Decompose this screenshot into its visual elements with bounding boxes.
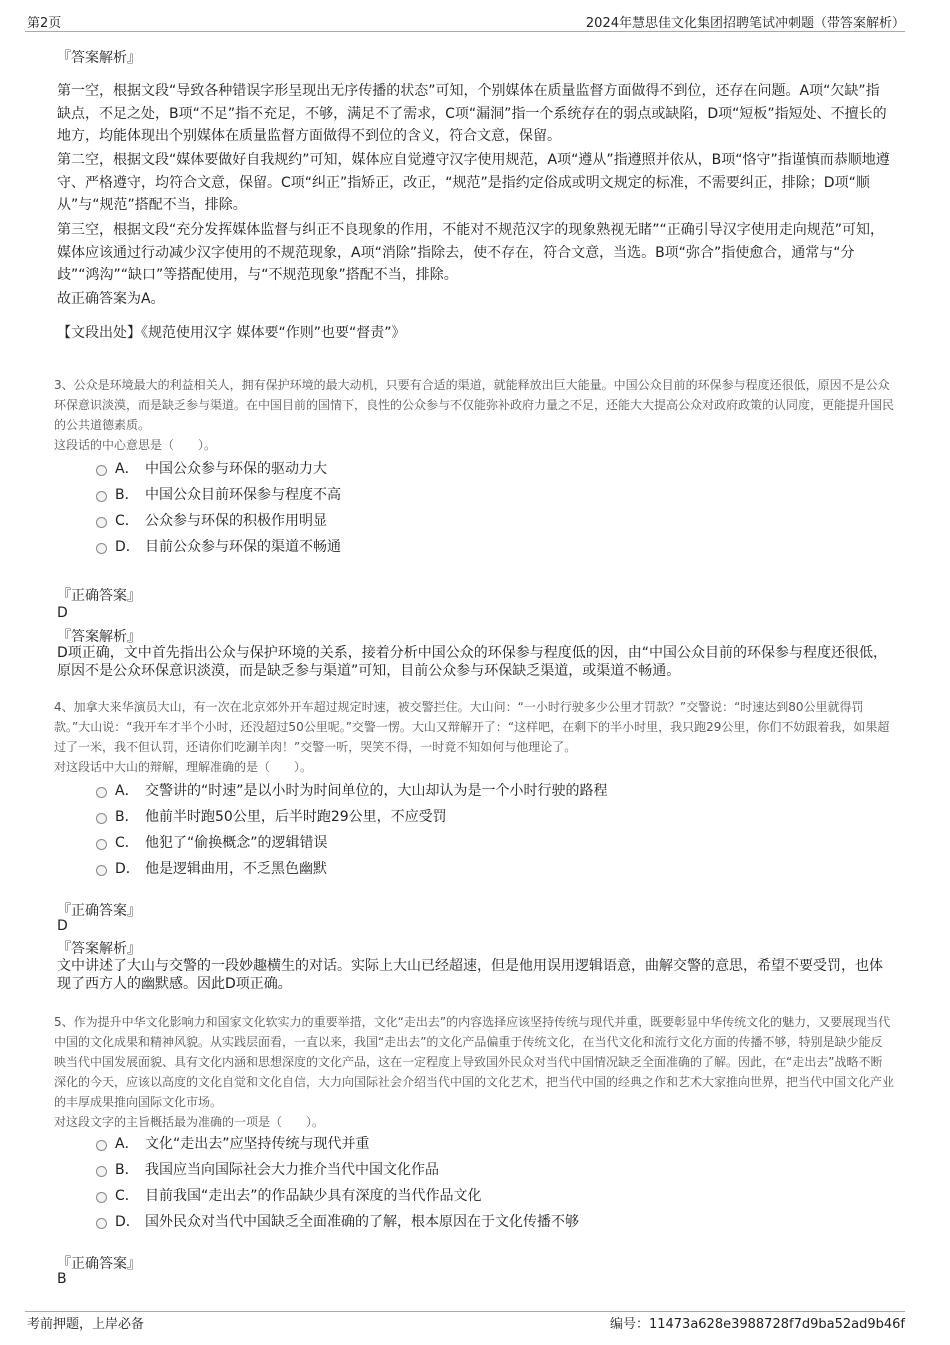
option-text: 我国应当向国际社会大力推介当代中国文化作品 xyxy=(145,1162,439,1178)
option-label: A． xyxy=(115,783,139,799)
option-label: A． xyxy=(115,461,139,477)
option-text: 文化“走出去”应坚持传统与现代并重 xyxy=(145,1136,370,1152)
conclusion: 故正确答案为A。 xyxy=(57,291,165,307)
option-text: 他前半时跑50公里，后半时跑29公里，不应受罚 xyxy=(145,809,447,825)
footer-slogan: 考前押题，上岸必备 xyxy=(27,1317,145,1332)
option-d[interactable] xyxy=(96,536,341,556)
option-label: B． xyxy=(115,1162,139,1178)
page-number: 第2页 xyxy=(27,16,62,31)
option-text: 目前我国“走出去”的作品缺少具有深度的当代作品文化 xyxy=(145,1188,482,1204)
correct-answer-heading: 『正确答案』 xyxy=(57,903,141,919)
radio-icon[interactable] xyxy=(96,543,107,554)
radio-icon[interactable] xyxy=(96,839,107,850)
analysis-paragraph: 第二空，根据文段“媒体要做好自我规约”可知，媒体应自觉遵守汉字使用规范，A项“遵从”指遵照并依从，B项“恪守”指谨慎而恭顺地遵守、严格遵守，均符合文意，保留。C项“纠正”指矫正，改正，“规范”是指约定俗成或明文规定的标准，不需要纠正，排除；D项“顺从”与“规范”搭配不当，排除。 xyxy=(57,152,890,213)
question-stem: 这段话的中心意思是（ ）。 xyxy=(54,438,217,452)
analysis-text: D项正确，文中首先指出公众与保护环境的关系，接着分析中国公众的环保参与程度低的因，由“中国公众目前的环保参与程度还很低，原因不是公众环保意识淡漠，而是缺乏参与渠道”可知，目前公众参与环保缺乏渠道，或渠道不畅通。 xyxy=(57,645,888,679)
option-c[interactable] xyxy=(96,1185,482,1205)
correct-answer: D xyxy=(57,605,68,621)
analysis-heading: 『答案解析』 xyxy=(57,629,141,645)
radio-icon[interactable] xyxy=(96,1218,107,1229)
option-d[interactable] xyxy=(96,858,327,878)
radio-icon[interactable] xyxy=(96,813,107,824)
option-a[interactable] xyxy=(96,1133,370,1153)
question-text: 4、加拿大来华演员大山，有一次在北京郊外开车超过规定时速，被交警拦住。大山问：“一小时行驶多少公里才罚款？”交警说：“时速达到80公里就得罚款。”大山说：“我开车才半个小时，还没超过50公里呢。”交警一愣。大山又辩解开了：“这样吧，在剩下的半小时里，我只跑29公里，你们不妨跟着我，如果超过了一米，我不但认罚，还请你们吃涮羊肉！”交警一听，哭笑不得，一时竟不知如何与他理论了。 xyxy=(54,700,890,754)
correct-answer: D xyxy=(57,918,68,934)
option-d[interactable] xyxy=(96,1211,579,1231)
option-c[interactable] xyxy=(96,832,328,852)
question-text: 3、公众是环境最大的利益相关人，拥有保护环境的最大动机，只要有合适的渠道，就能释放出巨大能量。中国公众目前的环保参与程度还很低，原因不是公众环保意识淡漠，而是缺乏参与渠道。在中国目前的国情下，良性的公众参与不仅能弥补政府力量之不足，还能大大提高公众对政府政策的认同度，更能提升国民的公共道德素质。 xyxy=(54,378,895,432)
option-label: C． xyxy=(115,835,139,851)
option-label: C． xyxy=(115,1188,139,1204)
option-text: 公众参与环保的积极作用明显 xyxy=(145,513,327,529)
option-text: 中国公众目前环保参与程度不高 xyxy=(145,487,341,503)
document-id xyxy=(610,1313,905,1332)
option-a[interactable] xyxy=(96,458,327,478)
correct-answer: B xyxy=(57,1271,67,1287)
source: 【文段出处】《规范使用汉字 媒体要“作则”也要“督责”》 xyxy=(57,325,406,341)
option-text: 国外民众对当代中国缺乏全面准确的了解，根本原因在于文化传播不够 xyxy=(145,1214,579,1230)
option-text: 目前公众参与环保的渠道不畅通 xyxy=(145,539,341,555)
analysis-text: 文中讲述了大山与交警的一段妙趣横生的对话。实际上大山已经超速，但是他用误用逻辑语意，曲解交警的意思，希望不要受罚，也体现了西方人的幽默感。因此D项正确。 xyxy=(57,958,883,992)
option-text: 交警讲的“时速”是以小时为时间单位的，大山却认为是一个小时行驶的路程 xyxy=(145,783,608,799)
question-text: 5、作为提升中华文化影响力和国家文化软实力的重要举措，文化“走出去”的内容选择应该坚持传统与现代并重，既要彰显中华传统文化的魅力，又要展现当代中国的文化成果和精神风貌。从实践层面看，一直以来，我国“走出去”的文化产品偏重于传统文化，在当代文化和流行文化方面的传播不够，特别是缺少能反映当代中国发展面貌、具有文化内涵和思想深度的文化产品，这在一定程度上导致国外民众对当代中国情况缺乏全面准确的了解。因此，在“走出去”战略不断深化的今天，应该以高度的文化自觉和文化自信，大力向国际社会介绍当代中国的文化艺术，把当代中国的经典之作和艺术大家推向世界，把当代中国文化产业的丰厚成果推向国际文化市场。 xyxy=(54,1015,895,1109)
analysis-heading: 『答案解析』 xyxy=(57,941,141,957)
option-label: B． xyxy=(115,487,139,503)
option-text: 他是逻辑曲用，不乏黑色幽默 xyxy=(145,861,327,877)
option-label: D． xyxy=(115,539,140,555)
option-text: 他犯了“偷换概念”的逻辑错误 xyxy=(145,835,328,851)
analysis-paragraph: 第一空，根据文段“导致各种错误字形呈现出无序传播的状态”可知，个别媒体在质量监督方面做得不到位，还存在问题。A项“欠缺”指缺点，不足之处，B项“不足”指不充足，不够，满足不了需求，C项“漏洞”指一个系统存在的弱点或缺陷，D项“短板”指短处、不擅长的地方，均能体现出个别媒体在质量监督方面做得不到位的含义，符合文意，保留。 xyxy=(57,83,887,144)
document-title: 2024年慧思佳文化集团招聘笔试冲刺题（带答案解析） xyxy=(585,16,905,31)
option-c[interactable] xyxy=(96,510,327,530)
radio-icon[interactable] xyxy=(96,491,107,502)
radio-icon[interactable] xyxy=(96,787,107,798)
radio-icon[interactable] xyxy=(96,1192,107,1203)
option-b[interactable] xyxy=(96,806,447,826)
option-a[interactable] xyxy=(96,780,608,800)
radio-icon[interactable] xyxy=(96,865,107,876)
option-label: B． xyxy=(115,809,139,825)
option-label: C． xyxy=(115,513,139,529)
analysis-heading: 『答案解析』 xyxy=(57,50,141,66)
analysis-paragraph: 第三空，根据文段“充分发挥媒体监督与纠正不良现象的作用，不能对不规范汉字的现象熟视无睹”“正确引导汉字使用走向规范”可知，媒体应该通过行动减少汉字使用的不规范现象，A项“消除”指除去，使不存在，符合文意，当选。B项“弥合”指使愈合，通常与“分歧”“鸿沟”“缺口”等搭配使用，与“不规范现象”搭配不当，排除。 xyxy=(57,222,885,283)
correct-answer-heading: 『正确答案』 xyxy=(57,1256,141,1272)
option-label: D． xyxy=(115,1214,140,1230)
option-text: 中国公众参与环保的驱动力大 xyxy=(145,461,327,477)
question-stem: 对这段话中大山的辩解，理解准确的是（ ）。 xyxy=(54,760,313,774)
radio-icon[interactable] xyxy=(96,1140,107,1151)
footer-divider xyxy=(25,1311,905,1312)
radio-icon[interactable] xyxy=(96,465,107,476)
id-label: 编号： xyxy=(609,1317,649,1332)
option-b[interactable] xyxy=(96,484,341,504)
correct-answer-heading: 『正确答案』 xyxy=(57,588,141,604)
option-label: A． xyxy=(115,1136,139,1152)
header-divider xyxy=(25,31,905,32)
radio-icon[interactable] xyxy=(96,1166,107,1177)
option-b[interactable] xyxy=(96,1159,439,1179)
question-stem: 对这段文字的主旨概括最为准确的一项是（ ）。 xyxy=(54,1115,325,1129)
radio-icon[interactable] xyxy=(96,517,107,528)
id-value: 11473a628e3988728f7d9ba52ad9b46f xyxy=(648,1317,905,1332)
option-label: D． xyxy=(115,861,140,877)
